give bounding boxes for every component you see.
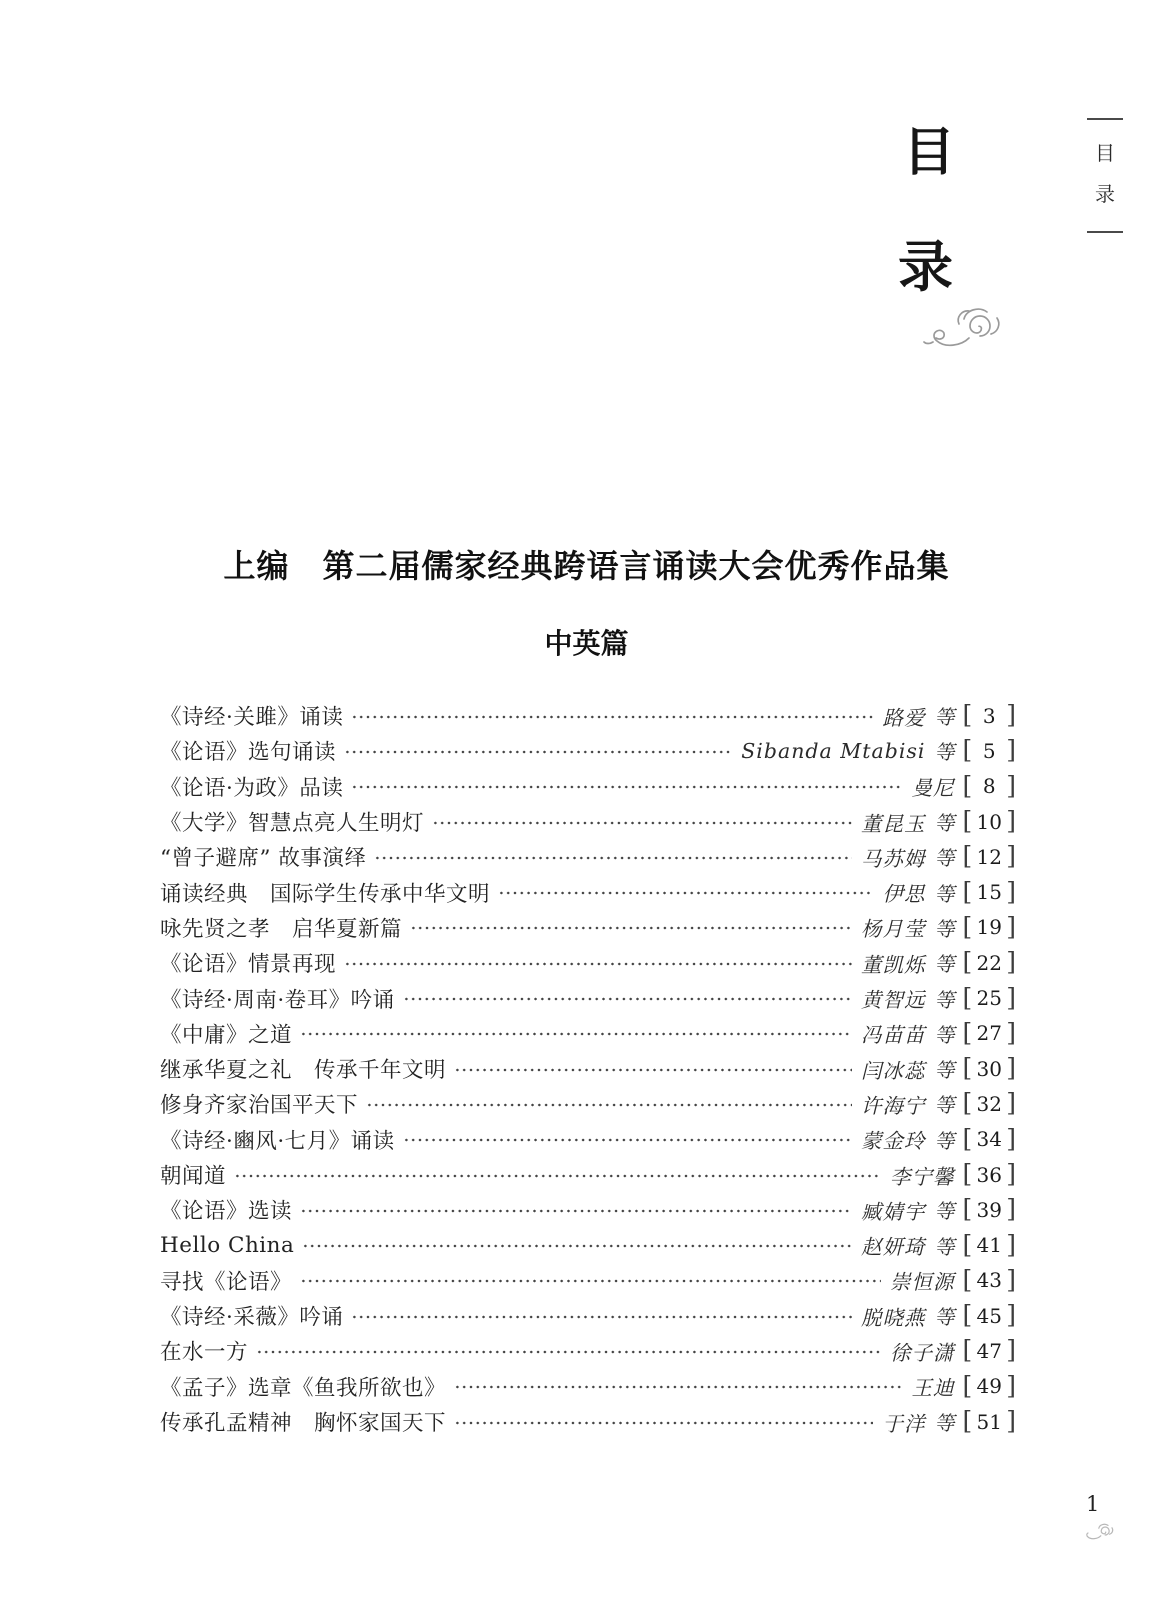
- dot-leader: [344, 749, 732, 755]
- entry-page: [962, 982, 1016, 1012]
- entry-etal: 等: [934, 1199, 955, 1224]
- section-heading: 中英篇: [544, 627, 629, 660]
- bracket-close: ]: [1006, 911, 1016, 941]
- entry-page-number: 25: [976, 986, 1002, 1011]
- entry-title: Hello China: [160, 1232, 295, 1258]
- dot-leader: [454, 1384, 902, 1390]
- entry-page-number: 43: [976, 1268, 1002, 1293]
- entry-page: [962, 1300, 1016, 1330]
- page-title-char-2: 录: [898, 234, 954, 299]
- dot-leader: [351, 1314, 852, 1320]
- dot-leader: [351, 784, 902, 790]
- toc-entry: [160, 1086, 1016, 1121]
- entry-page-number: 34: [976, 1127, 1002, 1152]
- bracket-open: [: [962, 1264, 973, 1294]
- entry-etal: 等: [934, 987, 955, 1012]
- entry-page: [962, 841, 1016, 871]
- bracket-close: ]: [1006, 700, 1016, 730]
- entry-page: [962, 1406, 1016, 1436]
- entry-page: [962, 1335, 1016, 1365]
- toc-list: [160, 698, 1016, 1439]
- toc-entry: [160, 1404, 1016, 1439]
- entry-page-number: 15: [976, 880, 1002, 905]
- entry-etal: 等: [934, 740, 955, 765]
- bracket-close: ]: [1006, 982, 1016, 1012]
- bracket-open: [: [962, 1406, 973, 1436]
- toc-entry: [160, 1051, 1016, 1086]
- entry-page-number: 19: [976, 915, 1002, 940]
- entry-etal: 等: [934, 1128, 955, 1153]
- toc-entry: [160, 733, 1016, 768]
- bracket-close: ]: [1006, 1300, 1016, 1330]
- dot-leader: [498, 890, 873, 896]
- entry-author: 马苏姆: [860, 846, 926, 871]
- entry-title: 《诗经·周南·卷耳》吟诵: [160, 987, 395, 1013]
- bracket-close: ]: [1006, 735, 1016, 765]
- entry-author: 董凯烁: [860, 952, 926, 977]
- toc-entry: [160, 910, 1016, 945]
- bracket-close: ]: [1006, 1194, 1016, 1224]
- entry-page: [962, 911, 1016, 941]
- entry-page: [962, 700, 1016, 730]
- entry-title: 咏先贤之孝 启华夏新篇: [160, 916, 403, 942]
- bracket-close: ]: [1006, 947, 1016, 977]
- entry-title: 寻找《论语》: [160, 1269, 293, 1295]
- entry-page-number: 49: [976, 1374, 1002, 1399]
- entry-page-number: 41: [976, 1233, 1002, 1258]
- entry-title: 继承华夏之礼 传承千年文明: [160, 1058, 447, 1084]
- entry-title: 《论语·为政》品读: [160, 775, 344, 801]
- entry-title: 《论语》情景再现: [160, 952, 337, 978]
- tab-rule-bottom: [1087, 231, 1123, 233]
- bracket-close: ]: [1006, 1335, 1016, 1365]
- entry-author: 脱晓燕: [860, 1305, 926, 1330]
- entry-title: 朝闻道: [160, 1164, 227, 1189]
- bracket-close: ]: [1006, 841, 1016, 871]
- margin-tab: [1087, 118, 1123, 233]
- dot-leader: [344, 961, 852, 967]
- entry-title: 《孟子》选章《鱼我所欲也》: [160, 1375, 447, 1401]
- entry-page: [962, 876, 1016, 906]
- entry-title: 传承孔孟精神 胸怀家国天下: [160, 1411, 447, 1437]
- bracket-close: ]: [1006, 806, 1016, 836]
- entry-author: 许海宁: [860, 1093, 926, 1118]
- bracket-close: ]: [1006, 1053, 1016, 1083]
- toc-entry: [160, 1298, 1016, 1333]
- tab-char-lu: 录: [1095, 182, 1115, 206]
- dot-leader: [432, 820, 852, 826]
- bracket-open: [: [962, 700, 973, 730]
- bracket-close: ]: [1006, 1159, 1016, 1188]
- toc-entry: [160, 1263, 1016, 1298]
- toc-entry: [160, 980, 1016, 1015]
- entry-page-number: 5: [982, 738, 996, 763]
- entry-page-number: 27: [976, 1021, 1002, 1046]
- entry-page: [962, 1053, 1016, 1083]
- entry-etal: 等: [934, 1093, 955, 1118]
- dot-leader: [300, 1208, 852, 1214]
- entry-page: [962, 1123, 1016, 1153]
- dot-leader: [302, 1243, 852, 1249]
- dot-leader: [366, 1102, 852, 1108]
- entry-etal: 等: [934, 881, 955, 906]
- entry-title: 《论语》选句诵读: [160, 740, 337, 766]
- bracket-open: [: [962, 1088, 973, 1118]
- part-heading: 上编 第二届儒家经典跨语言诵读大会优秀作品集: [223, 547, 950, 585]
- toc-entry: [160, 804, 1016, 839]
- toc-entry: [160, 1016, 1016, 1051]
- bracket-open: [: [962, 806, 973, 836]
- tab-rule-top: [1087, 118, 1123, 120]
- entry-etal: 等: [934, 916, 955, 941]
- bracket-close: ]: [1006, 1406, 1016, 1436]
- entry-page-number: 51: [976, 1409, 1002, 1434]
- bracket-close: ]: [1006, 770, 1016, 800]
- entry-page-number: 45: [976, 1303, 1002, 1328]
- bracket-open: [: [962, 1017, 973, 1047]
- entry-author: 黄智远: [860, 988, 926, 1013]
- entry-etal: 等: [934, 705, 955, 730]
- toc-entry: [160, 1192, 1016, 1227]
- bracket-close: ]: [1006, 1264, 1016, 1294]
- entry-author: 伊思: [882, 882, 926, 907]
- entry-title: “曾子避席” 故事演绎: [160, 846, 367, 872]
- bracket-open: [: [962, 1229, 973, 1259]
- entry-etal: 等: [934, 1305, 955, 1330]
- dot-leader: [454, 1067, 852, 1073]
- entry-page: [962, 1194, 1016, 1224]
- entry-title: 《诗经·豳风·七月》诵读: [160, 1128, 395, 1154]
- dot-leader: [403, 996, 852, 1002]
- bracket-open: [: [962, 770, 973, 800]
- entry-page: [962, 1229, 1016, 1259]
- bracket-close: ]: [1006, 1123, 1016, 1153]
- entry-page: [962, 947, 1016, 977]
- entry-page: [962, 735, 1016, 765]
- entry-etal: 等: [934, 1234, 955, 1259]
- entry-author: 李宁馨: [889, 1164, 955, 1189]
- mini-cloud-ornament-icon: [1082, 1519, 1118, 1543]
- bracket-open: [: [962, 1159, 973, 1188]
- entry-title: 《诗经·采薇》吟诵: [160, 1305, 344, 1331]
- entry-title: 修身齐家治国平天下: [160, 1093, 359, 1119]
- entry-etal: 等: [934, 1058, 955, 1083]
- bracket-close: ]: [1006, 1370, 1016, 1400]
- bracket-open: [: [962, 947, 973, 977]
- page-title-char-1: 目: [903, 122, 956, 183]
- entry-page-number: 32: [976, 1091, 1002, 1116]
- dot-leader: [351, 714, 873, 720]
- bracket-open: [: [962, 982, 973, 1012]
- bracket-open: [: [962, 1194, 973, 1224]
- entry-page-number: 10: [976, 809, 1002, 834]
- toc-entry: [160, 839, 1016, 874]
- entry-author: 董昆玉: [860, 811, 926, 836]
- bracket-open: [: [962, 1300, 973, 1330]
- bracket-open: [: [962, 911, 973, 941]
- bracket-close: ]: [1006, 876, 1016, 906]
- entry-author: 蒙金玲: [860, 1129, 926, 1154]
- bracket-open: [: [962, 1053, 973, 1083]
- entry-title: 《诗经·关雎》诵读: [160, 705, 344, 731]
- entry-page-number: 30: [976, 1056, 1002, 1081]
- entry-title: 诵读经典 国际学生传承中华文明: [160, 881, 491, 907]
- entry-author: 冯苗苗: [860, 1023, 926, 1048]
- toc-entry: [160, 874, 1016, 909]
- bracket-open: [: [962, 735, 973, 765]
- entry-author: 闫冰蕊: [860, 1058, 926, 1083]
- toc-entry: [160, 769, 1016, 804]
- entry-page: [962, 1264, 1016, 1294]
- bracket-open: [: [962, 1335, 973, 1365]
- entry-page-number: 8: [982, 774, 996, 799]
- dot-leader: [410, 925, 852, 931]
- entry-page: [962, 806, 1016, 836]
- entry-etal: 等: [934, 811, 955, 836]
- toc-entry: [160, 1333, 1016, 1368]
- entry-title: 在水一方: [160, 1340, 249, 1366]
- dot-leader: [374, 855, 852, 861]
- bracket-close: ]: [1006, 1088, 1016, 1118]
- entry-author: 徐子潇: [889, 1340, 955, 1365]
- entry-title: 《中庸》之道: [160, 1022, 293, 1048]
- bracket-open: [: [962, 1123, 973, 1153]
- entry-page-number: 47: [976, 1338, 1002, 1363]
- dot-leader: [300, 1031, 852, 1037]
- page-number: 1: [1086, 1492, 1100, 1516]
- toc-entry: [160, 1227, 1016, 1262]
- dot-leader: [403, 1137, 852, 1143]
- entry-author: 路爱: [882, 705, 926, 730]
- entry-page: [962, 1159, 1016, 1188]
- entry-page-number: 12: [976, 844, 1002, 869]
- entry-author: 赵妍琦: [860, 1235, 926, 1260]
- dot-leader: [300, 1278, 881, 1284]
- toc-entry: [160, 1122, 1016, 1157]
- toc-entry: [160, 945, 1016, 980]
- entry-author: 臧婧宇: [860, 1199, 926, 1224]
- bracket-open: [: [962, 841, 973, 871]
- dot-leader: [454, 1420, 873, 1426]
- entry-author: 曼尼: [911, 776, 955, 801]
- entry-author: 杨月莹: [860, 917, 926, 942]
- toc-entry: [160, 1157, 1016, 1192]
- entry-title: 《论语》选读: [160, 1199, 293, 1225]
- entry-page: [962, 1370, 1016, 1400]
- entry-etal: 等: [934, 846, 955, 871]
- entry-page-number: 3: [982, 703, 996, 728]
- cloud-ornament-icon: [923, 296, 1011, 356]
- entry-author: 崇恒源: [889, 1270, 955, 1295]
- entry-author: Sibanda Mtabisi: [741, 738, 926, 763]
- entry-page: [962, 1017, 1016, 1047]
- toc-entry: [160, 698, 1016, 733]
- toc-entry: [160, 1369, 1016, 1404]
- dot-leader: [256, 1349, 881, 1355]
- entry-page-number: 36: [976, 1162, 1002, 1187]
- entry-etal: 等: [934, 1022, 955, 1047]
- entry-author: 于洋: [882, 1411, 926, 1436]
- bracket-open: [: [962, 1370, 973, 1400]
- entry-etal: 等: [934, 952, 955, 977]
- entry-title: 《大学》智慧点亮人生明灯: [160, 811, 425, 837]
- entry-page-number: 22: [976, 950, 1002, 975]
- bracket-close: ]: [1006, 1017, 1016, 1047]
- entry-page: [962, 1088, 1016, 1118]
- dot-leader: [234, 1173, 881, 1179]
- entry-page: [962, 770, 1016, 800]
- bracket-close: ]: [1006, 1229, 1016, 1259]
- tab-char-mu: 目: [1095, 141, 1115, 165]
- entry-etal: 等: [934, 1411, 955, 1436]
- entry-page-number: 39: [976, 1197, 1002, 1222]
- entry-author: 王迪: [911, 1376, 955, 1401]
- bracket-open: [: [962, 876, 973, 906]
